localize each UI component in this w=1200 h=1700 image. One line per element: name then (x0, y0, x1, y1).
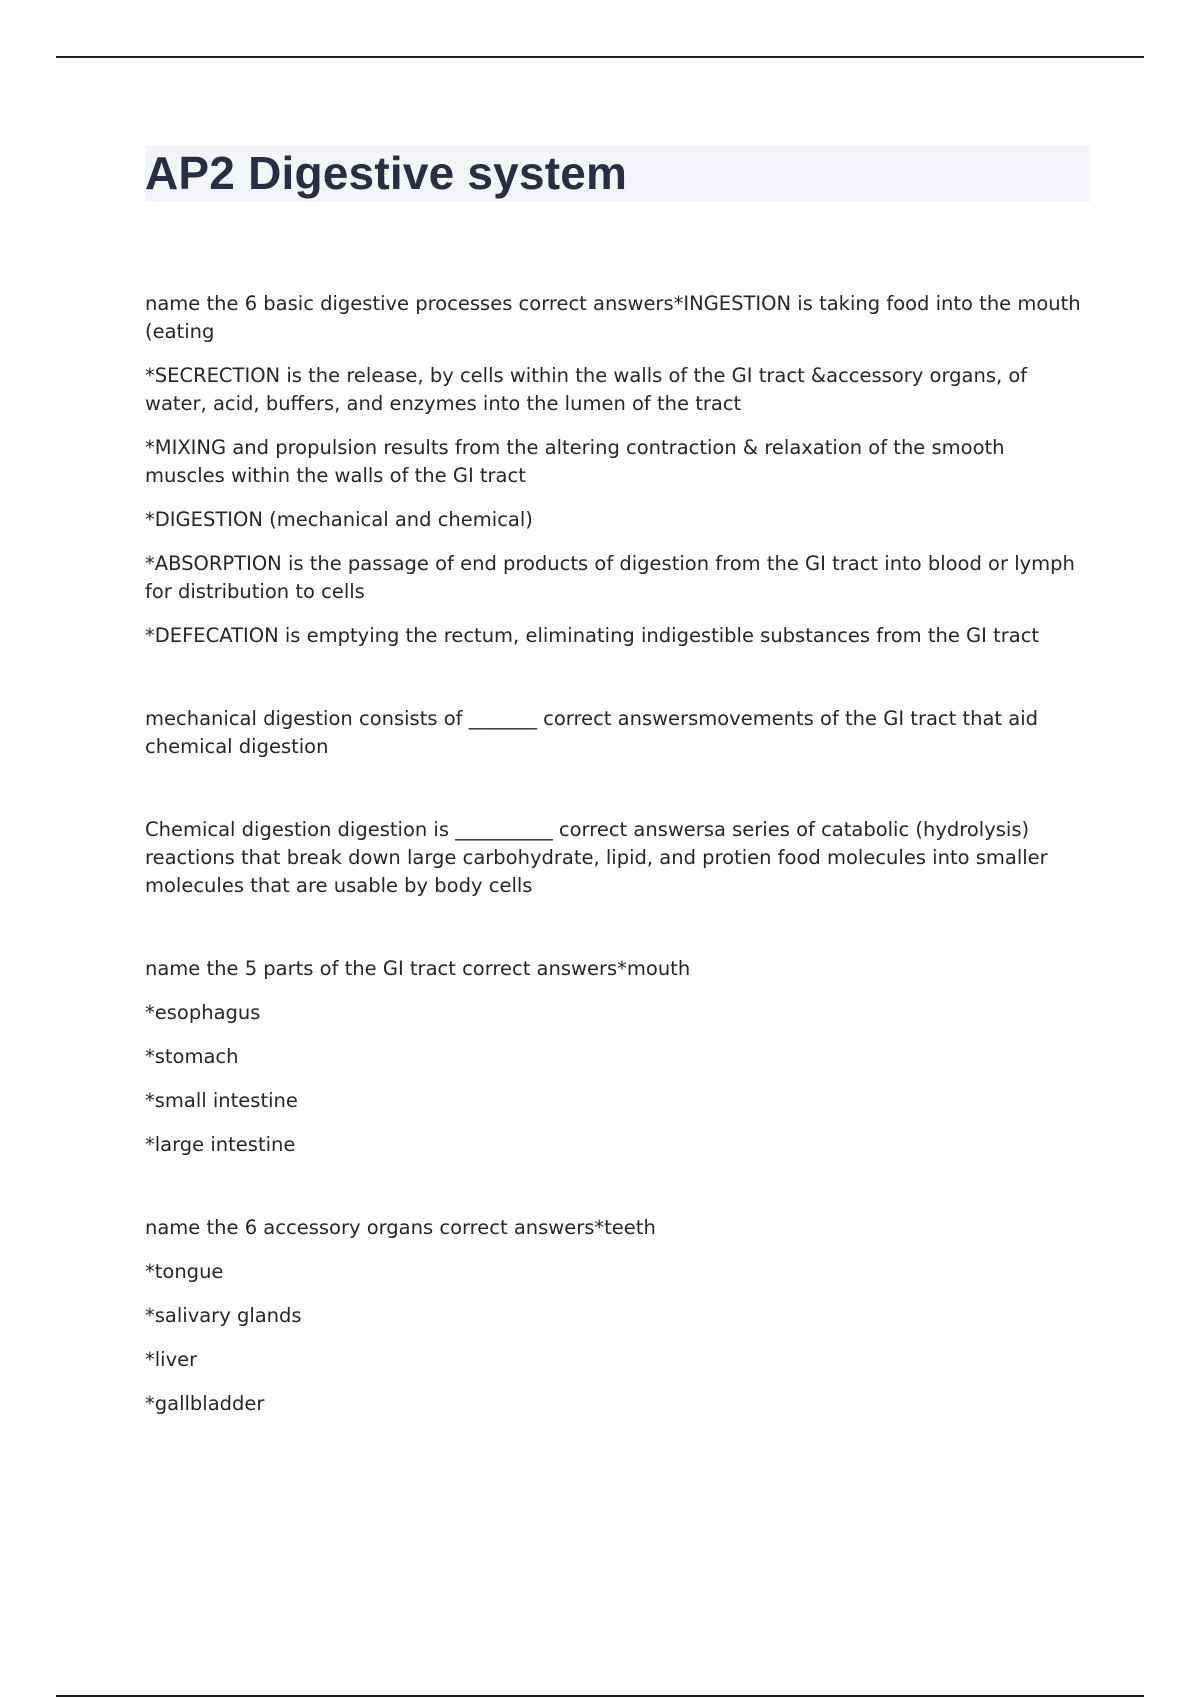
answer-line: *liver (145, 1348, 198, 1371)
qa-card-chemical-digestion (145, 816, 1090, 900)
page-title: AP2 Digestive system (145, 147, 628, 199)
bottom-rule (56, 1695, 1144, 1697)
answer-line: *stomach (145, 1045, 239, 1068)
document-body (145, 290, 1090, 1434)
qa-card-gi-tract-parts (145, 955, 1090, 1159)
question-line: Chemical digestion digestion is __________ correct answersa series of catabolic (hydrolysis) reactions that break down large carbohydrate, lipid, and protien food molecules into smaller molecules that are usable by body cells (145, 818, 1048, 897)
answer-line: *large intestine (145, 1133, 296, 1156)
answer-line: *esophagus (145, 1001, 261, 1024)
answer-line: *ABSORPTION is the passage of end products of digestion from the GI tract into blood or lymph for distribution to cells (145, 552, 1075, 603)
question-line: name the 6 basic digestive processes correct answers*INGESTION is taking food into the mouth (eating (145, 292, 1081, 343)
answer-line: *SECRECTION is the release, by cells within the walls of the GI tract &accessory organs, of water, acid, buffers, and enzymes into the lumen of the tract (145, 364, 1028, 415)
answer-line: *DEFECATION is emptying the rectum, eliminating indigestible substances from the GI tract (145, 624, 1040, 647)
answer-line: *salivary glands (145, 1304, 302, 1327)
answer-line: *MIXING and propulsion results from the altering contraction & relaxation of the smooth muscles within the walls of the GI tract (145, 436, 1005, 487)
question-line: mechanical digestion consists of _______ correct answersmovements of the GI tract that aid chemical digestion (145, 707, 1039, 758)
answer-line: *DIGESTION (mechanical and chemical) (145, 508, 533, 531)
question-line: name the 5 parts of the GI tract correct answers*mouth (145, 957, 691, 980)
question-line: name the 6 accessory organs correct answers*teeth (145, 1216, 656, 1239)
qa-card-digestive-processes (145, 290, 1090, 650)
answer-line: *tongue (145, 1260, 224, 1283)
qa-card-mechanical-digestion (145, 705, 1090, 761)
top-rule (56, 56, 1144, 58)
answer-line: *gallbladder (145, 1392, 265, 1415)
qa-card-accessory-organs (145, 1214, 1090, 1418)
answer-line: *small intestine (145, 1089, 298, 1112)
